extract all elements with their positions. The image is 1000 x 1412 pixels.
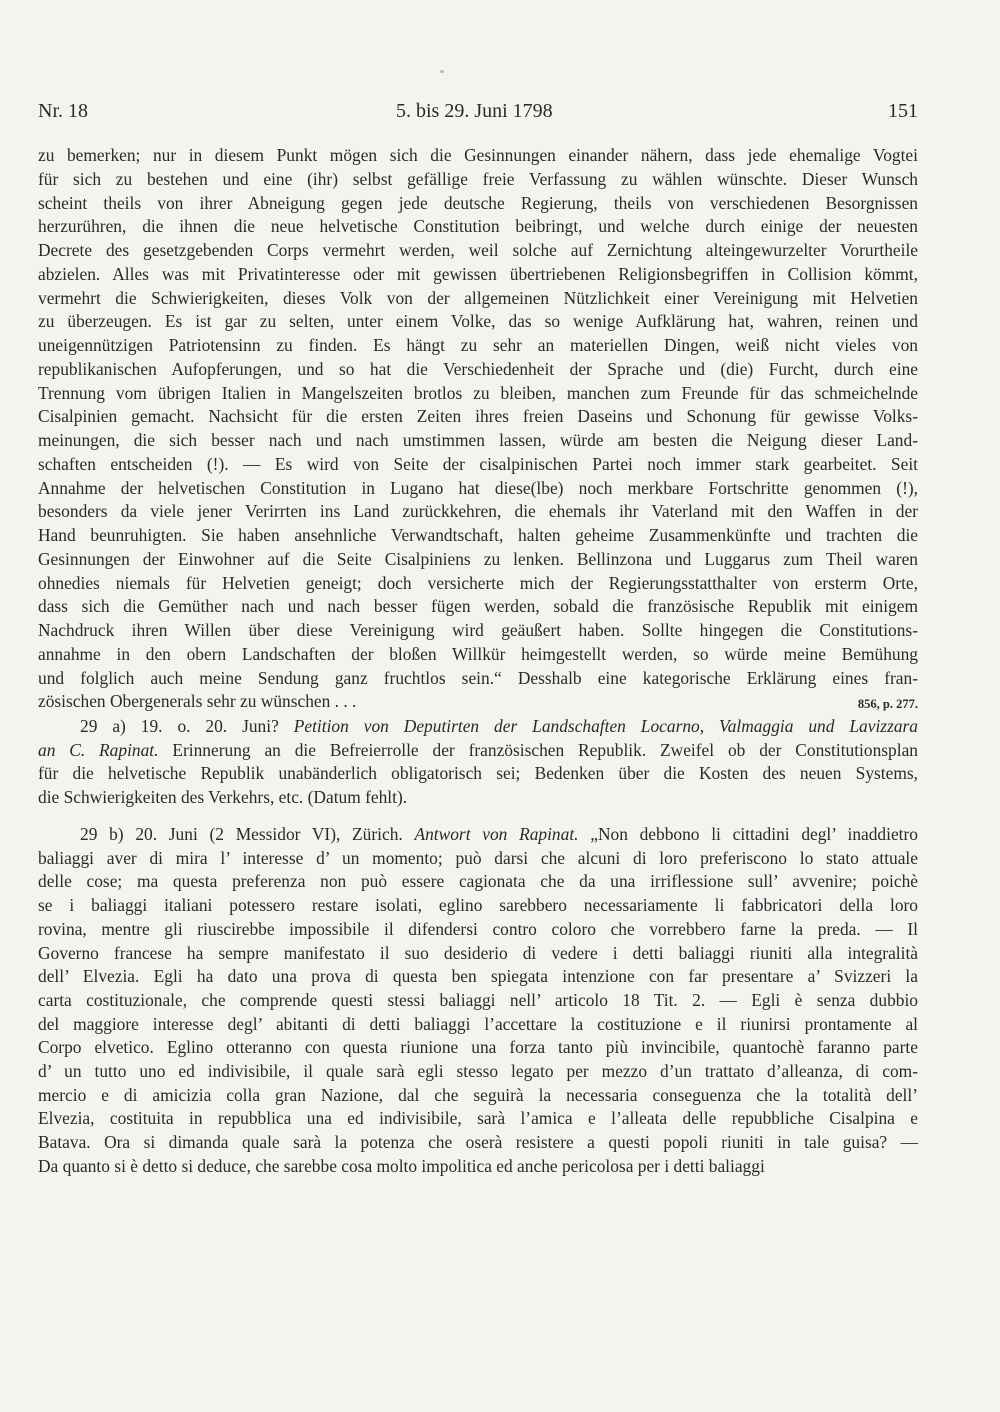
text-line: und folglich auch meine Sendung ganz fruchtlos sein.“ Desshalb eine kategorische Erklärung eines fran-	[38, 667, 918, 688]
document-number: Nr. 18	[38, 100, 88, 122]
entry-29b-date: 29 b) 20. Juni (2 Messidor VI), Zürich.	[80, 824, 415, 844]
entry-29b-line: mercio e di amicizia colla gran Nazione, dal che seguirà la necessaria conseguenza che la totalità dell’	[38, 1084, 918, 1105]
text-line: Nachdruck ihren Willen über diese Vereinigung wird geäußert haben. Sollte hingegen die Constitutions-	[38, 620, 918, 640]
text-line: scheint theils von ihrer Abneigung gegen jede deutsche Regierung, theils von verschiedenen Besorgnissen	[38, 192, 918, 213]
text-line: für sich zu bestehen und eine (ihr) selbst gefällige freie Verfassung zu wählen wünschte. Dieser Wunsch	[38, 168, 918, 189]
entry-29b	[38, 823, 918, 1179]
entry-29a-title: Petition von Deputirten der Landschaften Locarno, Valmaggia und Lavizzara	[293, 716, 918, 736]
text-line: abzielen. Alles was mit Privatinteresse oder mit gewissen übertriebenen Religionsbegriffen in Collision kömmt,	[38, 263, 918, 284]
entry-29b-line: Corpo elvetico. Eglino otteranno con questa riunione una forza tanto più invincibile, quantochè faranno parte	[38, 1037, 918, 1058]
entry-29b-title: Antwort von Rapinat.	[414, 824, 579, 844]
text-line: Hand beunruhigten. Sie haben ansehnliche Verwandtschaft, halten geheime Zusammenkünfte und trachten die	[38, 525, 918, 545]
text-line: dass sich die Gemüther nach und nach besser fügen werden, sobald die französische Republik mit einigem	[38, 596, 918, 617]
entry-29b-line: delle cose; ma questa preferenza non può essere cagionata che da una irriflessione sull’ avvenire; poichè	[38, 871, 918, 892]
entry-29b-line: del maggiore interesse degl’ abitanti di detti baliaggi l’accettare la costituzione e il riunirsi prontamente al	[38, 1013, 918, 1034]
entry-29b-line	[38, 823, 918, 847]
text-line: Trennung vom übrigen Italien in Mangelszeiten brotlos zu bleiben, manchen zum Freunde für das schmeichelnde	[38, 382, 918, 403]
entry-29b-line: se i baliaggi italiani potessero restare isolati, eglino sarebbero necessariamente li fabbricatori della loro	[38, 895, 918, 916]
entry-29a-line: die Schwierigkeiten des Verkehrs, etc. (Datum fehlt).	[38, 787, 408, 808]
entry-29b-line: baliaggi aver di mira l’ interesse d’ un momento; può darsi che alcuni di loro preferiscono lo stato attuale	[38, 847, 918, 868]
text-line: Annahme der helvetischen Constitution in Lugano hat diese(lbe) noch merkbare Fortschritte genommen (!),	[38, 477, 918, 498]
continuation-text	[38, 144, 918, 717]
text-line: uneigennützigen Patriotensinn zu finden. Es hängt zu sehr an materiellen Dingen, weiß nicht vieles von	[38, 335, 918, 355]
text-line: republikanischen Aufopferungen, und so hat die Verschiedenheit der Sprache und (die) Furcht, durch eine	[38, 358, 918, 379]
date-range: 5. bis 29. Juni 1798	[396, 100, 553, 122]
text-line: vermehrt die Schwierigkeiten, dieses Volk von der allgemeinen Nützlichkeit einer Vereinigung mit Helvetien	[38, 287, 918, 308]
text-line: ohnedies niemals für Helvetien geneigt; doch versicherte mich der Regierungsstatthalter von ersterm Orte,	[38, 572, 918, 593]
entry-29b-line: dell’ Elvezia. Egli ha dato una prova di questa ben spiegata intenzione con far presentare a’ Svizzeri la	[38, 966, 918, 987]
paper-speck	[440, 70, 444, 73]
entry-29a-title-cont: an C. Rapinat.	[38, 739, 159, 760]
text-line	[38, 690, 918, 714]
entry-29b-line: Da quanto si è detto si deduce, che sarebbe cosa molto impolitica ed anche pericolosa per i detti baliaggi	[38, 1155, 765, 1176]
entry-29a-date: 29 a) 19. o. 20. Juni?	[80, 716, 294, 736]
text-line: Gesinnungen der Einwohner auf die Seite Cisalpiniens zu lenken. Bellinzona und Luggarus zum Theil waren	[38, 548, 918, 569]
text-line: meinungen, die sich besser nach und nach umstimmen lassen, würde am besten die Neigung dieser Land-	[38, 430, 918, 450]
entry-29b-line: d’ un tutto uno ed indivisibile, il quale sarà egli stesso legato per mezzo d’un trattato d’alleanza, di com-	[38, 1061, 918, 1082]
text-line: zu bemerken; nur in diesem Punkt mögen sich die Gesinnungen einander nähern, dass jede ehemalige Vogtei	[38, 145, 918, 165]
entry-29b-line: carta costituzionale, che comprende questi stessi baliaggi nell’ articolo 18 Tit. 2. — Egli è senza dubbio	[38, 989, 918, 1010]
entry-29b-line: Governo francese ha sempre manifestato il suo desiderio di vedere i detti baliaggi riuniti alla integralità	[38, 942, 918, 963]
page-header	[38, 100, 918, 132]
source-reference: 856, p. 277.	[857, 697, 918, 712]
text-line: schaften entscheiden (!). — Es wird von Seite der cisalpinischen Partei noch immer stark gearbeitet. Seit	[38, 453, 918, 474]
page-number: 151	[888, 100, 918, 122]
entry-29a	[38, 715, 918, 810]
text-line-content: zösischen Obergenerals sehr zu wünschen . . .	[38, 691, 357, 712]
entry-29a-line: für die helvetische Republik unabänderlich obligatorisch sei; Bedenken über die Kosten des neuen Systems,	[38, 763, 918, 784]
text-line: annahme in den obern Landschaften der bloßen Willkür heimgestellt werden, so würde meine Bemühung	[38, 643, 918, 664]
entry-29a-line	[38, 739, 918, 763]
entry-29a-line	[38, 715, 918, 739]
entry-29a-summary: Erinnerung an die Befreierrolle der französischen Republik. Zweifel ob der Constitutionsplan	[158, 739, 918, 760]
entry-29b-line: rovina, mentre gli riuscirebbe impossibile il difendersi contro coloro che vorrebbero farne la preda. — Il	[38, 918, 918, 939]
text-line: Cisalpinien gemacht. Nachsicht für die ersten Zeiten ihres freien Daseins und Schonung für gewisse Volks-	[38, 406, 918, 427]
text-line: besonders da viele jener Verirrten ins Land zurückkehren, die ehemals ihr Vaterland mit den Waffen in der	[38, 501, 918, 522]
text-line: Decrete des gesetzgebenden Corps vermehrt werden, weil solche auf Zernichtung alteingewurzelter Vorurtheile	[38, 240, 918, 260]
text-line: zu überzeugen. Es ist gar zu selten, unter einem Volke, das so wenige Aufklärung hat, wahren, reinen und	[38, 311, 918, 332]
entry-29b-line: Batava. Ora si dimanda quale sarà la potenza che oserà resistere a questi popoli riuniti in tale guisa? —	[38, 1132, 918, 1153]
text-line: herzurühren, die ihnen die neue helvetische Constitution beibringt, und welche durch einige der neuesten	[38, 216, 918, 237]
entry-29b-line: Elvezia, costituita in repubblica una ed indivisibile, sarà l’amica e l’alleata delle repubbliche Cisalpina e	[38, 1108, 918, 1129]
entry-29b-quote-start: „Non debbono li cittadini degl’ inaddietro	[578, 824, 918, 844]
